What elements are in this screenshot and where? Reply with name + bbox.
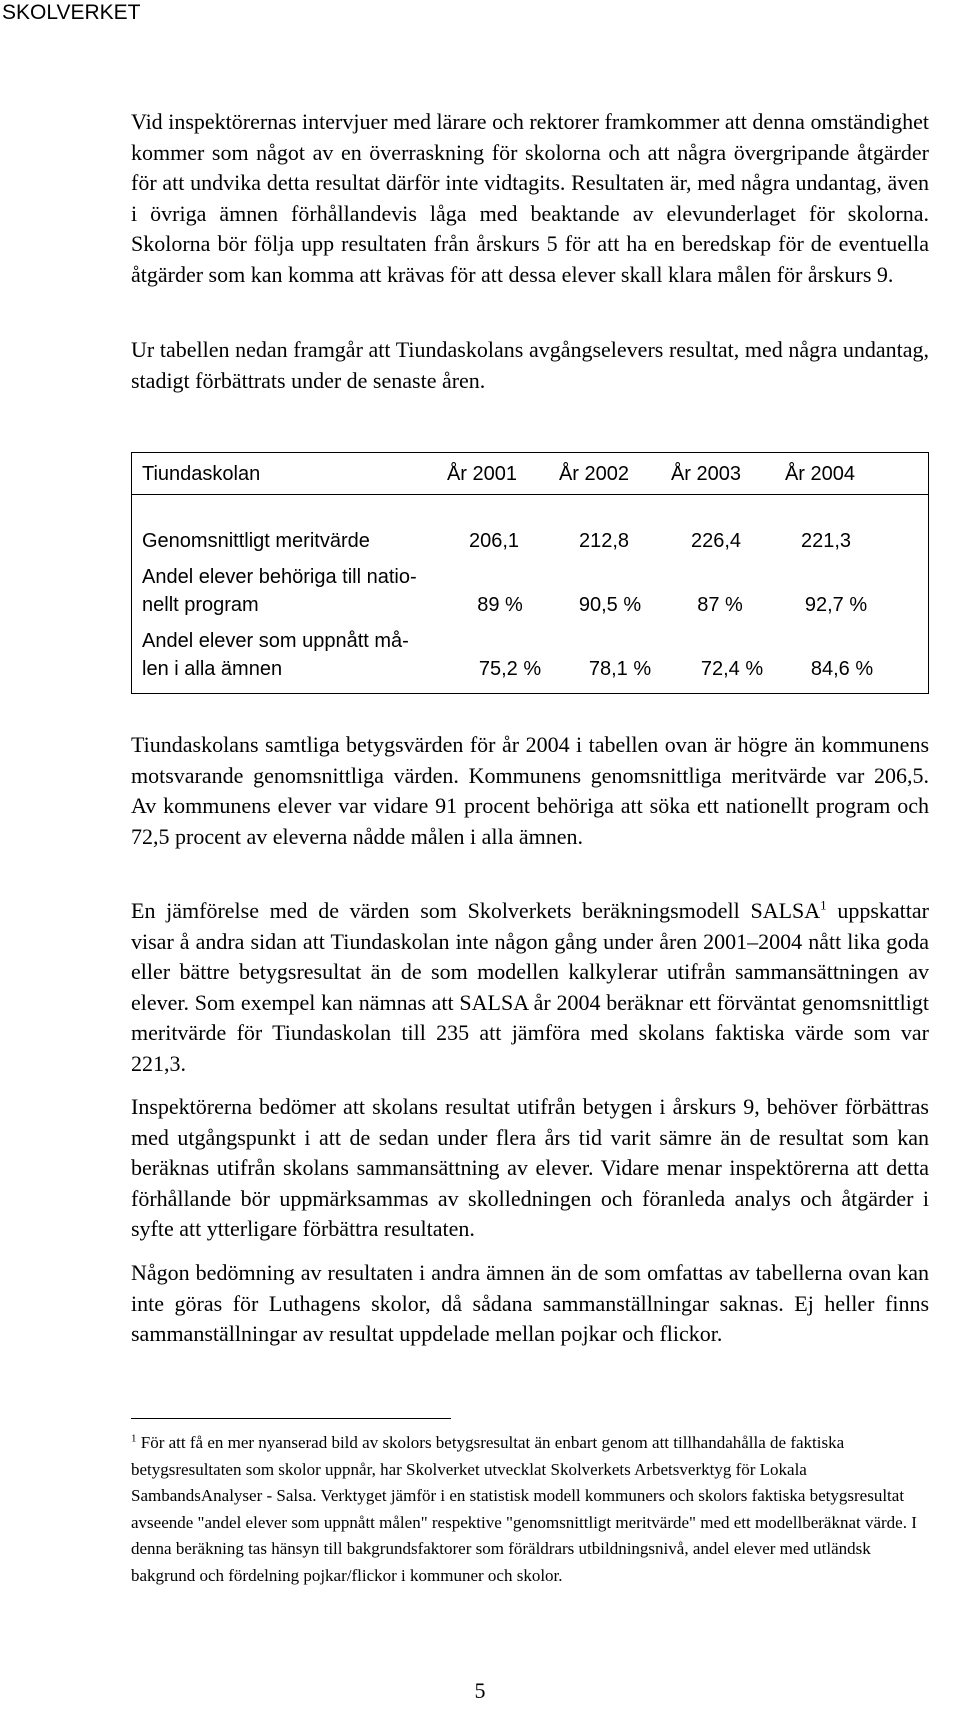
table-header-school: Tiundaskolan [142, 463, 261, 485]
table-cell: 221,3 [800, 530, 852, 552]
table-row-label-continued: nellt program [142, 594, 259, 616]
table-header-2003: År 2003 [670, 463, 742, 485]
table-cell: 84,6 % [810, 658, 874, 680]
footnote-marker: 1 [131, 1432, 137, 1445]
table-cell: 78,1 % [588, 658, 652, 680]
table-cell: 90,5 % [578, 594, 642, 616]
table-row-label-continued: len i alla ämnen [142, 658, 283, 680]
footnote-text: För att få en mer nyanserad bild av skolors betygsresultat än enbart genom att tillhandahålla de faktiska betygsresultaten som skolor uppnår, har Skolverket utvecklat Skolverkets Arbetsverktyg för Lokala SambandsAnalyser - Salsa. Verktyget jämför i en statistisk modell kommuners och skolors faktiska betygsresultat avseende "andel elever som uppnått målen" respektive "genomsnittligt meritvärde" med ett modellberäknat värde. I denna beräkning tas hänsyn till bakgrundsfaktorer som föräldrars utbildningsnivå, andel elever med utländsk bakgrund och fördelning pojkar/flickor i kommuner och skolor. [131, 1433, 917, 1585]
footnote [131, 1430, 929, 1589]
paragraph-5: Inspektörerna bedömer att skolans resultat utifrån betygen i årskurs 9, behöver förbättras med utgångspunkt i att de sedan under flera års tid varit sämre än de resultat som kan beräknas utifrån skolans sammansättning av elever. Vidare menar inspektörerna att detta förhållande bör uppmärksammas av skolledningen och föranleda analys och åtgärder i syfte att ytterligare förbättra resultaten. [131, 1094, 929, 1241]
table-cell: 75,2 % [478, 658, 542, 680]
page-number: 5 [474, 1678, 486, 1703]
paragraph-4 [131, 896, 929, 1079]
table-cell: 72,4 % [700, 658, 764, 680]
table-row-label: Andel elever behöriga till natio- [142, 566, 417, 588]
table-cell: 226,4 [690, 530, 742, 552]
paragraph-4-part-1: En jämförelse med de värden som Skolverkets beräkningsmodell SALSA [131, 898, 821, 923]
table-cell: 89 % [477, 594, 523, 616]
paragraph-1: Vid inspektörernas intervjuer med lärare och rektorer framkommer att denna omständighet kommer som något av en överraskning för skolorna och att några övergripande åtgärder för att undvika detta resultat därför inte vidtagits. Resultaten är, med några undantag, även i övriga ämnen förhållandevis låga med beaktande av elevunderlaget för skolorna. Skolorna bör följa upp resultaten från årskurs 5 för att ha en beredskap för de eventuella åtgärder som kan komma att krävas för att dessa elever skall klara målen för årskurs 9. [131, 109, 929, 287]
table-cell: 206,1 [468, 530, 520, 552]
results-table [131, 452, 929, 694]
paragraph-6: Någon bedömning av resultaten i andra ämnen än de som omfattas av tabellerna ovan kan inte göras för Luthagens skolor, då sådana sammanställningar saknas. Ej heller finns sammanställningar av resultat uppdelade mellan pojkar och flickor. [131, 1260, 929, 1346]
table-row-label: Andel elever som uppnått må- [142, 630, 409, 652]
paragraph-2: Ur tabellen nedan framgår att Tiundaskolans avgångselevers resultat, med några undantag, stadigt förbättrats under de senaste åren. [131, 337, 929, 393]
paragraph-4-part-2: uppskattar visar å andra sidan att Tiundaskolan inte någon gång under åren 2001–2004 nått lika goda eller bättre betygsresultat än de som modellen kalkylerar utifrån sammansättningen av elever. Som exempel kan nämnas att SALSA år 2004 beräknar ett förväntat genomsnittligt meritvärde för Tiundaskolan till 235 att jämföra med skolans faktiska värde som var 221,3. [131, 898, 929, 1076]
table-header-2002: År 2002 [558, 463, 630, 485]
footnote-reference[interactable]: 1 [820, 897, 827, 913]
table-cell: 212,8 [578, 530, 630, 552]
table-cell: 87 % [697, 594, 743, 616]
document-header-title: SKOLVERKET [2, 1, 141, 24]
table-cell: 92,7 % [804, 594, 868, 616]
footnote-separator [131, 1418, 451, 1419]
table-header-2004: År 2004 [784, 463, 856, 485]
table-header-2001: År 2001 [446, 463, 518, 485]
paragraph-3: Tiundaskolans samtliga betygsvärden för år 2004 i tabellen ovan är högre än kommunens motsvarande genomsnittliga värden. Kommunens genomsnittliga meritvärde var 206,5. Av kommunens elever var vidare 91 procent behöriga att söka ett nationellt program och 72,5 procent av eleverna nådde målen i alla ämnen. [131, 732, 929, 849]
table-header-divider [132, 494, 928, 495]
table-row-label: Genomsnittligt meritvärde [142, 530, 370, 552]
